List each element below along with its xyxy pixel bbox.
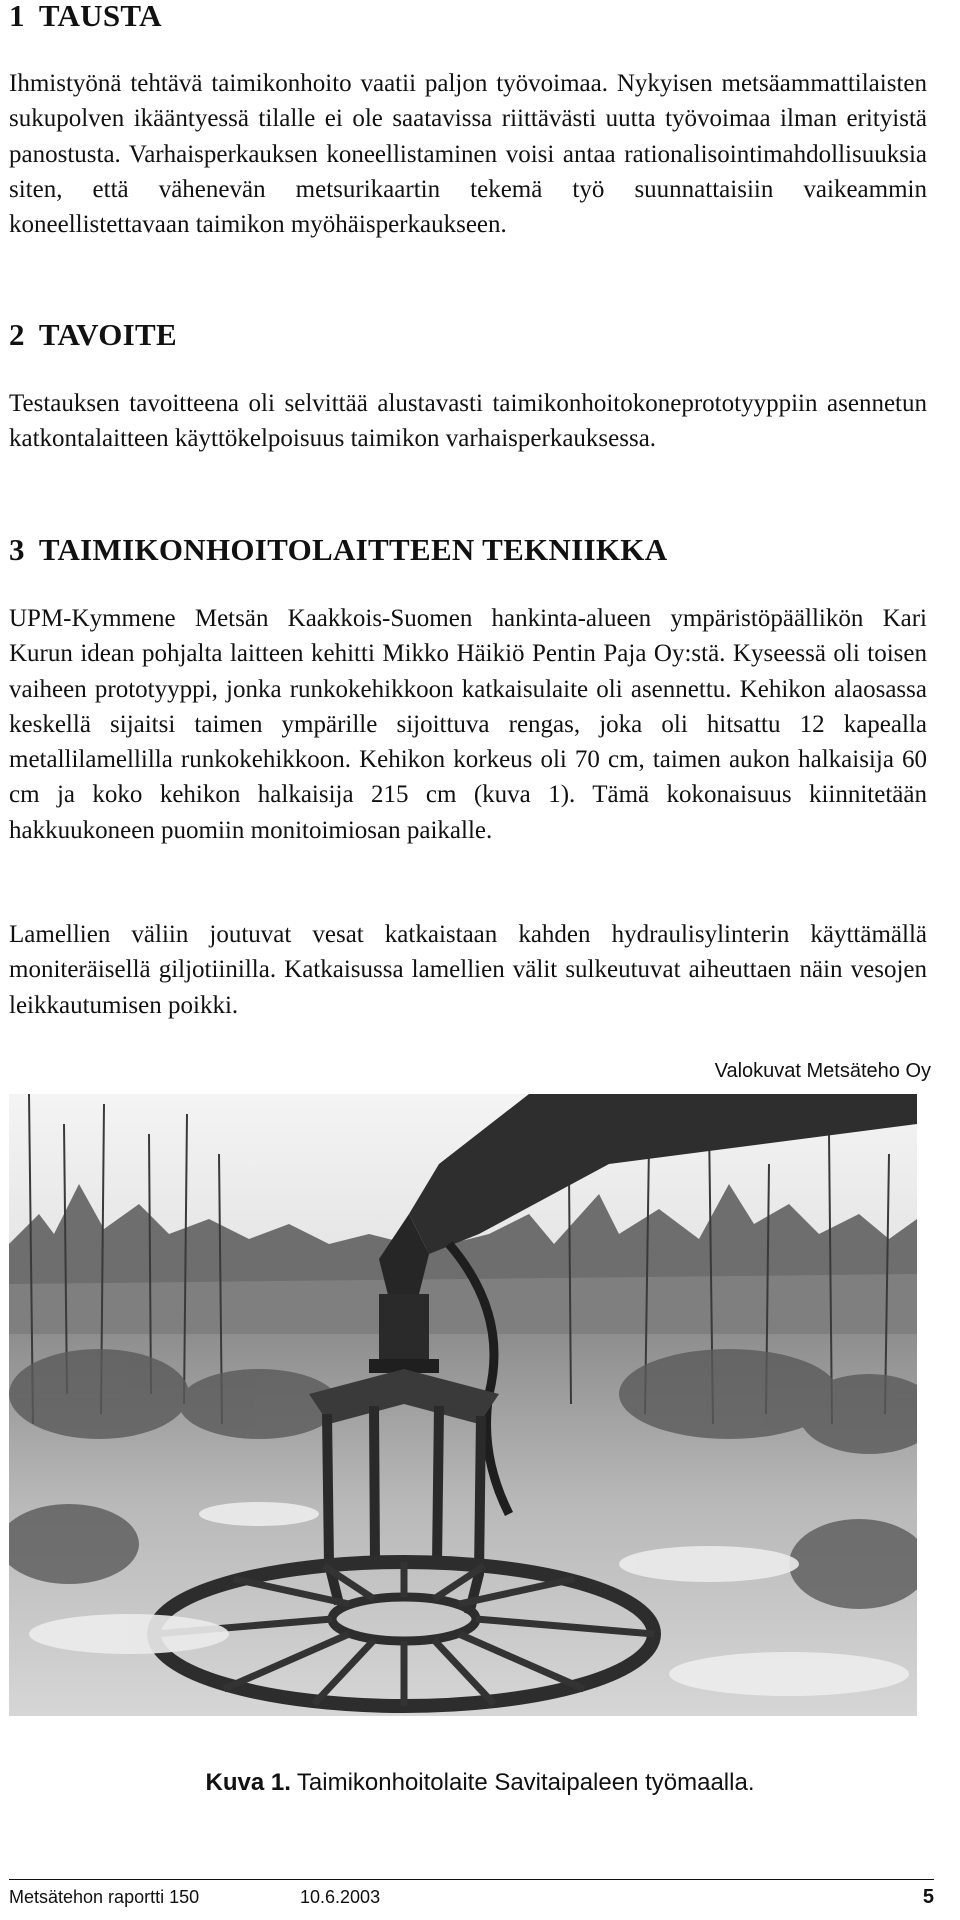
caption-label: Kuva 1. [205,1769,291,1796]
section-heading-tekniikka [9,532,667,568]
page-number: 5 [922,1886,934,1908]
section-title: TAUSTA [38,0,162,33]
photo-credit: Valokuvat Metsäteho Oy [714,1060,931,1082]
caption-text: Taimikonhoitolaite Savitaipaleen työmaalla. [296,1769,755,1796]
section-number: 3 [9,532,25,567]
footer-divider [9,1879,934,1880]
paragraph-tekniikka-2: Lamellien väliin joutuvat vesat katkaistaan kahden hydraulisylinterin käyttämällä moniteräisellä giljotiinilla. Katkaisussa lamellien välit sulkeutuvat aiheuttaen näin vesojen leikkautumisen poikki. [9,921,927,1019]
footer-date: 10.6.2003 [300,1887,381,1907]
paragraph-tavoite: Testauksen tavoitteena oli selvittää alustavasti taimikonhoitokoneprototyyppiin asennetun katkontalaitteen käyttökelpoisuus taimikon varhaisperkauksessa. [9,390,927,453]
section-heading-tavoite [9,317,177,353]
section-heading-tausta [9,0,162,34]
section-title: TAIMIKONHOITOLAITTEEN TEKNIIKKA [38,532,668,567]
section-number: 1 [9,0,25,33]
section-title: TAVOITE [38,317,177,352]
figure-photo [9,1094,917,1716]
forest-machine-photo [9,1094,917,1716]
paragraph-tekniikka-1: UPM-Kymmene Metsän Kaakkois-Suomen hankinta-alueen ympäristöpäällikön Kari Kurun idean pohjalta laitteen kehitti Mikko Häikiö Pentin Paja Oy:stä. Kyseessä oli toisen vaiheen prototyyppi, jonka runkokehikkoon katkaisulaite oli asennettu. Kehikon alaosassa keskellä sijaitsi taimen ympärille sijoittuva rengas, joka oli hitsattu 12 kapealla metallilamellilla runkokehikkoon. Kehikon korkeus oli 70 cm, taimen aukon halkaisija 60 cm ja koko kehikon halkaisija 215 cm (kuva 1). Tämä kokonaisuus kiinnitetään hakkuukoneen puomiin monitoimiosan paikalle. [9,605,927,844]
paragraph-tausta: Ihmistyönä tehtävä taimikonhoito vaatii paljon työvoimaa. Nykyisen metsäammattilaisten sukupolven ikääntyessä tilalle ei ole saatavissa riittävästi uutta työvoimaa ilman erityistä panostusta. Varhaisperkauksen koneellistaminen voisi antaa rationalisointimahdollisuuksia siten, että vähenevän metsurikaartin tekemä työ suunnattaisiin vaikeammin koneellistettavaan taimikon myöhäisperkaukseen. [9,70,927,239]
section-number: 2 [9,317,25,352]
figure-caption [0,1768,960,1798]
footer-publication: Metsätehon raportti 150 [9,1887,200,1907]
